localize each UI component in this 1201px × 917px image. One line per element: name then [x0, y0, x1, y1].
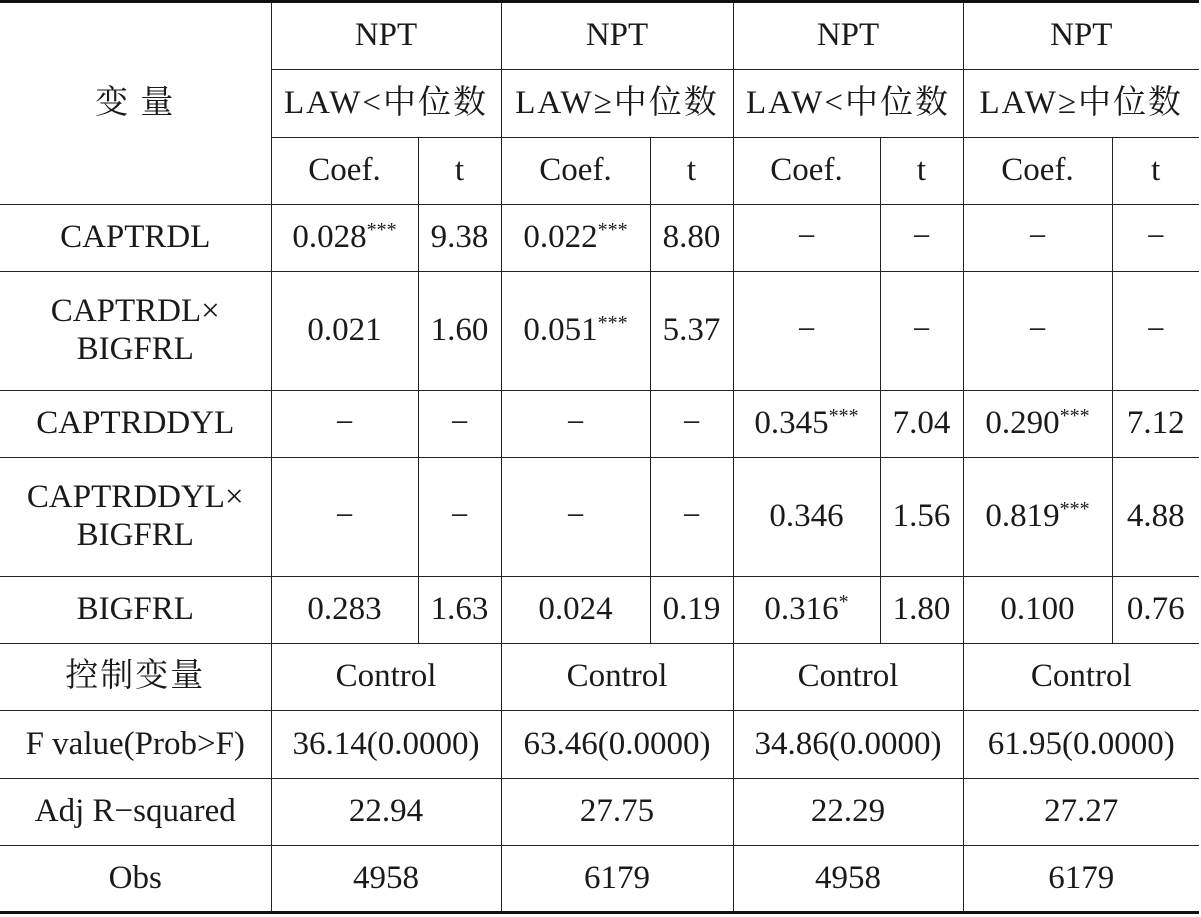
coef-cell: −: [963, 272, 1112, 391]
subgroup-title: LAW≥中位数: [963, 70, 1199, 138]
coef-cell: 0.021: [271, 272, 418, 391]
significance-stars: ***: [1059, 405, 1090, 428]
t-cell: −: [418, 458, 501, 577]
subgroup-title: LAW<中位数: [271, 70, 501, 138]
table-row: [0, 577, 1199, 644]
t-header: t: [880, 138, 963, 205]
coef-cell: −: [271, 458, 418, 577]
t-cell: 0.76: [1112, 577, 1199, 644]
subgroup-title: LAW<中位数: [733, 70, 963, 138]
significance-stars: ***: [597, 219, 628, 242]
t-cell: 7.12: [1112, 391, 1199, 458]
t-cell: 1.80: [880, 577, 963, 644]
coef-cell: −: [963, 205, 1112, 272]
t-header: t: [650, 138, 733, 205]
summary-value: 27.75: [501, 779, 733, 846]
coef-cell: −: [733, 205, 880, 272]
t-cell: 0.19: [650, 577, 733, 644]
summary-row: [0, 644, 1199, 711]
table-row: [0, 391, 1199, 458]
t-cell: −: [418, 391, 501, 458]
t-header: t: [418, 138, 501, 205]
summary-row: [0, 779, 1199, 846]
coef-cell: 0.051***: [501, 272, 650, 391]
t-cell: 1.60: [418, 272, 501, 391]
coef-cell: 0.100: [963, 577, 1112, 644]
t-cell: −: [880, 205, 963, 272]
t-cell: 1.56: [880, 458, 963, 577]
coef-cell: −: [271, 391, 418, 458]
summary-value: 6179: [501, 846, 733, 913]
summary-value: 27.27: [963, 779, 1199, 846]
variable-name: BIGFRL: [0, 577, 271, 644]
summary-value: 63.46(0.0000): [501, 711, 733, 779]
summary-label: Adj R−squared: [0, 779, 271, 846]
t-cell: −: [1112, 272, 1199, 391]
variable-name: CAPTRDDYL: [0, 391, 271, 458]
summary-row: [0, 711, 1199, 779]
t-header: t: [1112, 138, 1199, 205]
coef-header: Coef.: [963, 138, 1112, 205]
t-cell: 1.63: [418, 577, 501, 644]
variable-name: CAPTRDL× BIGFRL: [0, 272, 271, 391]
coef-header: Coef.: [733, 138, 880, 205]
coef-cell: 0.022***: [501, 205, 650, 272]
variable-name: CAPTRDDYL× BIGFRL: [0, 458, 271, 577]
coef-cell: 0.024: [501, 577, 650, 644]
summary-value: 4958: [733, 846, 963, 913]
t-cell: 5.37: [650, 272, 733, 391]
summary-value: Control: [733, 644, 963, 711]
summary-value: Control: [501, 644, 733, 711]
variable-name: CAPTRDL: [0, 205, 271, 272]
coef-cell: 0.316*: [733, 577, 880, 644]
t-cell: 4.88: [1112, 458, 1199, 577]
summary-value: 22.94: [271, 779, 501, 846]
summary-label: 控制变量: [0, 644, 271, 711]
summary-row: [0, 846, 1199, 913]
coef-cell: 0.283: [271, 577, 418, 644]
summary-label: F value(Prob>F): [0, 711, 271, 779]
t-cell: 9.38: [418, 205, 501, 272]
t-cell: −: [650, 458, 733, 577]
coef-cell: 0.345***: [733, 391, 880, 458]
summary-value: 34.86(0.0000): [733, 711, 963, 779]
group-title: NPT: [501, 2, 733, 70]
group-title: NPT: [963, 2, 1199, 70]
t-cell: −: [1112, 205, 1199, 272]
header-row-group: [0, 2, 1199, 70]
significance-stars: ***: [1059, 498, 1090, 521]
summary-value: Control: [271, 644, 501, 711]
significance-stars: *: [838, 591, 849, 614]
significance-stars: ***: [828, 405, 859, 428]
table-body: [0, 205, 1199, 644]
coef-cell: −: [733, 272, 880, 391]
coef-cell: 0.819***: [963, 458, 1112, 577]
table-row: [0, 272, 1199, 391]
coef-cell: 0.290***: [963, 391, 1112, 458]
subgroup-title: LAW≥中位数: [501, 70, 733, 138]
summary-value: 22.29: [733, 779, 963, 846]
summary-label: Obs: [0, 846, 271, 913]
significance-stars: ***: [597, 312, 628, 335]
t-cell: 8.80: [650, 205, 733, 272]
significance-stars: ***: [366, 219, 397, 242]
coef-cell: 0.028***: [271, 205, 418, 272]
t-cell: −: [880, 272, 963, 391]
group-title: NPT: [733, 2, 963, 70]
summary-value: Control: [963, 644, 1199, 711]
variable-header: 变 量: [0, 2, 271, 205]
t-cell: 7.04: [880, 391, 963, 458]
t-cell: −: [650, 391, 733, 458]
group-title: NPT: [271, 2, 501, 70]
coef-cell: −: [501, 391, 650, 458]
summary-value: 36.14(0.0000): [271, 711, 501, 779]
summary-value: 4958: [271, 846, 501, 913]
coef-header: Coef.: [271, 138, 418, 205]
table-row: [0, 458, 1199, 577]
coef-cell: 0.346: [733, 458, 880, 577]
summary-value: 6179: [963, 846, 1199, 913]
summary-value: 61.95(0.0000): [963, 711, 1199, 779]
table-row: [0, 205, 1199, 272]
coef-header: Coef.: [501, 138, 650, 205]
table-summary: [0, 644, 1199, 913]
coef-cell: −: [501, 458, 650, 577]
